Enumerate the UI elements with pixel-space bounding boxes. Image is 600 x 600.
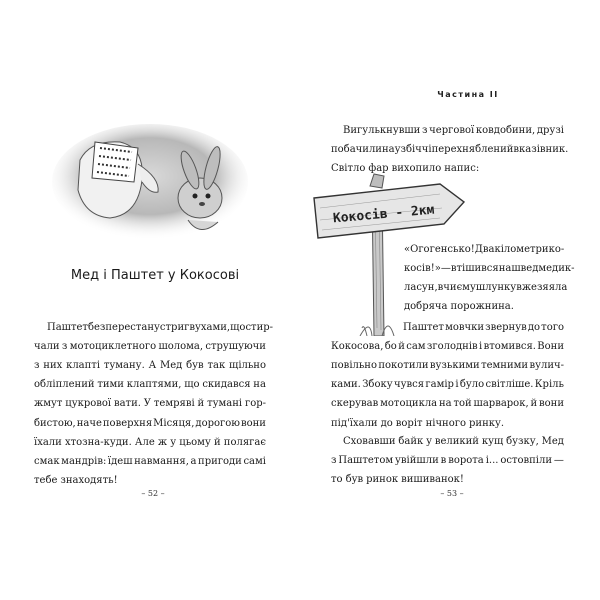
text-line: добряча порожнина. [404,301,514,313]
text-line: повільно покотили вузькими темними вулич- [331,360,564,372]
chapter-title: Мед і Паштет у Кокосові [70,268,240,283]
text-line: Паштет безперестану стриг вухами, що стир- [47,322,274,333]
text-line: з них клапті туману. А Мед був так щільно [34,360,266,372]
text-line: обліплений тими клаптями, що скидався на [34,379,266,391]
text-line: чали з мотоциклетного шолома, струшуючи [34,341,266,353]
text-line: то був ринок вишиванок! [331,474,464,486]
text-line: скерував мотоцикла на той шарварок, й вони [331,398,564,410]
running-header: Частина II [437,90,499,99]
text-line: побачили на узбіччі перехняблений вказівник. [331,144,569,156]
text-line: Сховавши байк у великий кущ бузку, Мед [343,436,564,447]
text-line: Кокосова, бо й сам зголоднів і втомився. Вони [331,341,564,353]
text-line: Світло фар вихопило напис: [331,163,480,175]
text-line: косів!» — втішився наш ведмедик- [404,263,575,275]
text-line: ками. Збоку чувся гамір і було світліше. Кріль [331,379,564,391]
text-line: Паштет мовчки звернув до того [403,322,564,333]
text-line: їхали хтозна-куди. Але ж у цьому й полягає [34,436,266,448]
text-line: Вигулькнувши з чергової ковдобини, друзі [343,125,564,136]
text-line: жмут цукрової вати. У темряві й тумані гор- [34,398,266,410]
bear-and-rabbit-illustration [50,120,250,245]
text-line: бистою, наче поверхня Місяця, дорогою вони [34,417,266,429]
page-number-right: – 53 – [440,489,464,498]
page-number-left: – 52 – [141,489,165,498]
text-line: смак мандрів: їдеш навмання, а пригоди самі [34,455,266,467]
text-line: ласун, в чиєму шлунку вже зяяла [404,282,568,294]
text-line: з Паштетом увійшли в ворота і... остовпіли — [331,455,564,467]
text-line: «Огогенсько! Два кілометри ко- [404,244,565,255]
text-line: тебе знаходять! [34,474,118,486]
sign-text: Кокосів - 2км [332,202,436,227]
text-line: під'їхали до воріт нічного ринку. [331,417,505,429]
